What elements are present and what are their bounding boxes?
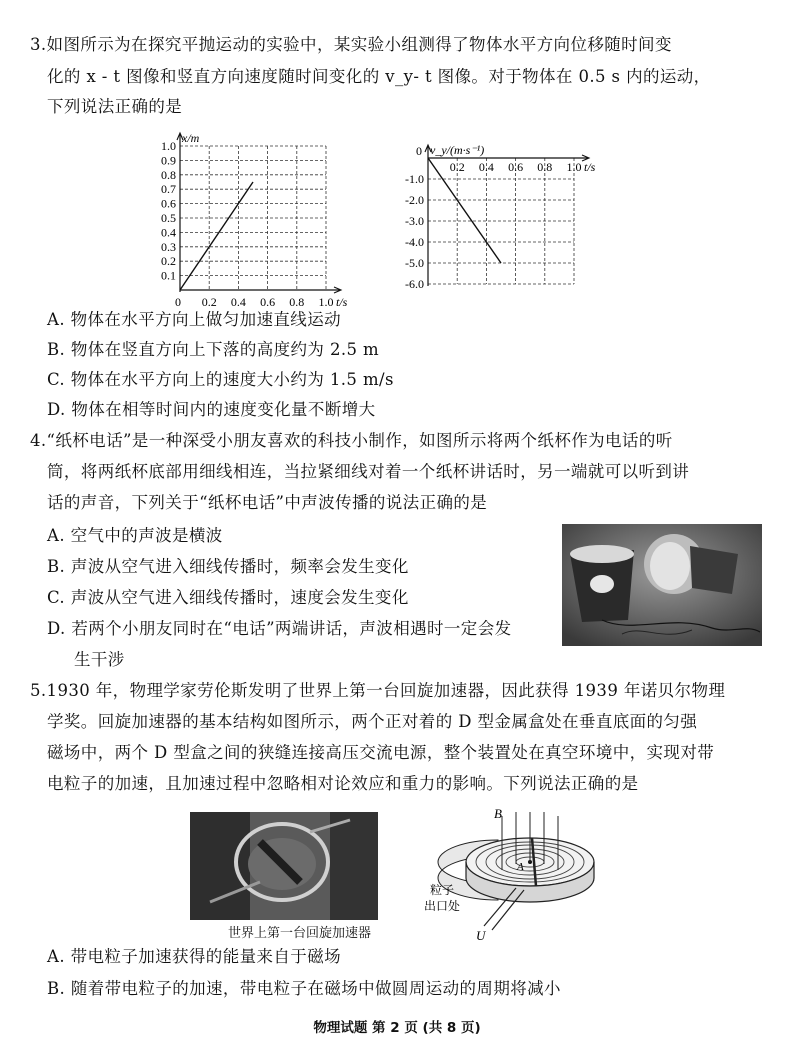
q4-stem-line-3: 话的声音，下列关于“纸杯电话”中声波传播的说法正确的是: [47, 493, 488, 512]
origin-label: 0: [416, 144, 422, 158]
x-tick-label: 1.0: [318, 295, 334, 308]
y-tick-label: 0.3: [161, 239, 176, 254]
q3-option-b: B. 物体在竖直方向上下落的高度约为 2.5 m: [47, 340, 380, 359]
x-tick-label: 1.0: [566, 160, 582, 174]
q4-stem-line-1: 4.“纸杯电话”是一种深受小朋友喜欢的科技小制作，如图所示将两个纸杯作为电话的听: [30, 431, 673, 450]
y-tick-label: 0.9: [161, 153, 176, 168]
q5-stem-line-1: 5.1930 年，物理学家劳伦斯发明了世界上第一台回旋加速器，因此获得 1939 年诺贝尔物理: [30, 681, 726, 700]
cyclotron-photo-caption: 世界上第一台回旋加速器: [228, 926, 372, 941]
q3-stem-line-2: 化的 x - t 图像和竖直方向速度随时间变化的 v_y- t 图像。对于物体在 0.5 s 内的运动，: [47, 67, 711, 86]
y-tick-label: -3.0: [405, 214, 424, 228]
x-tick-label: 0.4: [478, 160, 494, 174]
x-tick-label: 0.8: [537, 160, 553, 174]
y-tick-label: 0.4: [161, 225, 176, 240]
q4-option-c: C. 声波从空气进入细线传播时，速度会发生变化: [47, 588, 409, 607]
x-tick-label: 0.2: [201, 295, 217, 308]
q3-stem-line-1: 3.如图所示为在探究平抛运动的实验中，某实验小组测得了物体水平方向位移随时间变: [30, 35, 672, 54]
y-tick-label: -4.0: [405, 235, 424, 249]
cyclotron-image: [190, 812, 378, 920]
q4-option-a: A. 空气中的声波是横波: [47, 526, 223, 545]
data-line: [180, 182, 253, 290]
paper-cup-phone-image: [562, 524, 762, 646]
y-tick-label: 0.1: [161, 268, 176, 283]
label-exit-2: 出口处: [424, 899, 461, 913]
q4-option-b: B. 声波从空气进入细线传播时，频率会发生变化: [47, 557, 409, 576]
q5-stem-line-3: 磁场中，两个 D 型盒之间的狭缝连接高压交流电源，整个装置处在真空环境中，实现对带: [47, 743, 715, 762]
q5-stem-line-2: 学奖。回旋加速器的基本结构如图所示，两个正对着的 D 型金属盒处在垂直底面的匀强: [47, 712, 698, 731]
x-axis-label: t/s: [336, 295, 348, 308]
y-tick-label: 0.7: [161, 182, 176, 197]
q3-stem-line-3: 下列说法正确的是: [47, 97, 183, 116]
y-tick-label: 0.5: [161, 211, 176, 225]
x-tick-label: 0.6: [260, 295, 276, 308]
y-tick-label: 1.0: [161, 139, 176, 153]
label-U: U: [476, 928, 486, 943]
y-tick-label: 0.2: [161, 254, 176, 269]
x-tick-label: 0.6: [508, 160, 524, 174]
y-tick-label: 0.6: [161, 196, 176, 211]
x-tick-label: 0.8: [289, 295, 305, 308]
y-tick-label: -2.0: [405, 193, 424, 207]
page-footer: 物理试题 第 2 页 (共 8 页): [313, 1020, 481, 1036]
y-tick-label: -6.0: [405, 277, 424, 291]
q3-option-a: A. 物体在水平方向上做匀加速直线运动: [47, 310, 342, 329]
q4-option-d: D. 若两个小朋友同时在“电话”两端讲话，声波相遇时一定会发: [47, 619, 512, 638]
vy-t-chart: [384, 128, 628, 300]
y-tick-label: -5.0: [405, 256, 424, 270]
origin-label: 0: [175, 295, 181, 308]
x-tick-label: 0.2: [449, 160, 465, 174]
cyclotron-diagram: [420, 800, 600, 946]
q5-stem-line-4: 电粒子的加速，且加速过程中忽略相对论效应和重力的影响。下列说法正确的是: [47, 774, 639, 793]
q3-option-c: C. 物体在水平方向上的速度大小约为 1.5 m/s: [47, 370, 394, 389]
label-exit-1: 粒子: [430, 883, 455, 897]
y-axis-label: x/m: [182, 131, 200, 145]
q5-option-a: A. 带电粒子加速获得的能量来自于磁场: [47, 947, 342, 966]
q4-stem-line-2: 筒，将两纸杯底部用细线相连，当拉紧细线对着一个纸杯讲话时，另一端就可以听到讲: [47, 462, 690, 481]
label-A: A: [517, 861, 524, 873]
q5-option-b: B. 随着带电粒子的加速，带电粒子在磁场中做圆周运动的周期将减小: [47, 979, 561, 998]
q4-option-d-cont: 生干涉: [74, 650, 125, 669]
y-tick-label: 0.8: [161, 167, 176, 182]
y-axis-label: v_y/(m·s⁻¹): [430, 143, 485, 157]
x-tick-label: 0.4: [230, 295, 246, 308]
x-axis-label: t/s: [584, 160, 596, 174]
paper-cup-phone-photo: [562, 524, 762, 646]
y-tick-label: -1.0: [405, 172, 424, 186]
label-B: B: [494, 806, 502, 821]
x-t-chart: [130, 124, 370, 308]
q3-option-d: D. 物体在相等时间内的速度变化量不断增大: [47, 400, 376, 419]
cyclotron-photo: [190, 812, 378, 920]
